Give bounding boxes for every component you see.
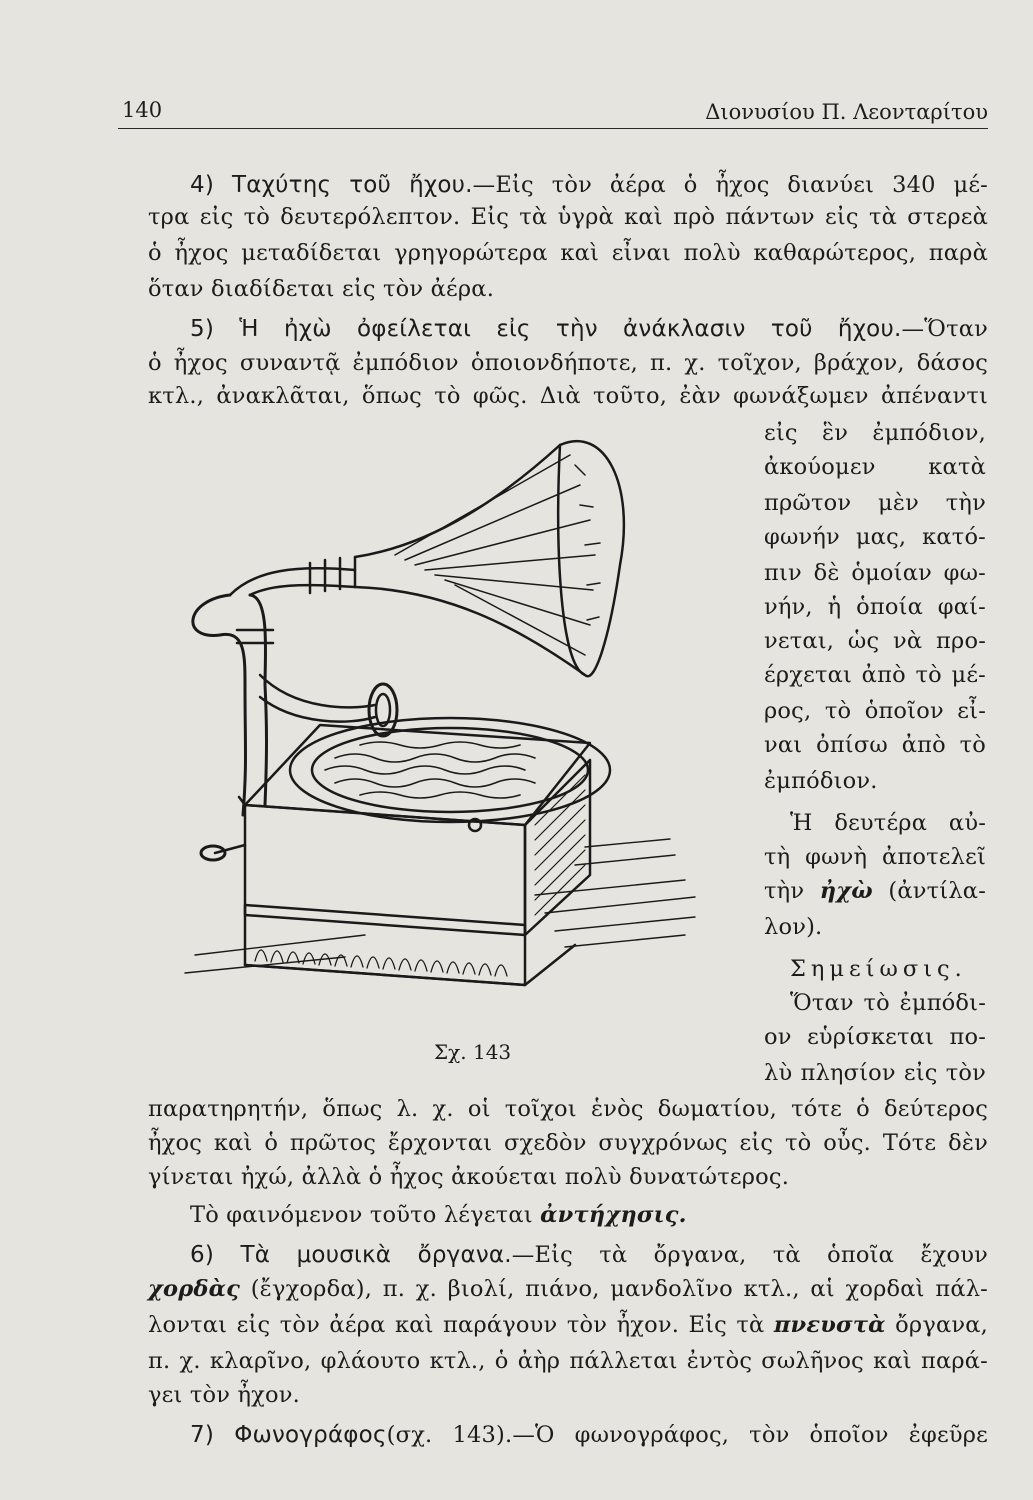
text-line: τρα εἰς τὸ δευτερόλεπτον. Εἰς τὰ ὑγρὰ καὶ πρὸ πάντων εἰς τὰ στερεὰ [148,204,988,230]
text-line: ὅταν διαδίδεται εἰς τὸν ἀέρα. [148,276,495,302]
page-number: 140 [122,98,163,122]
gramophone-illustration [175,425,735,1025]
section-heading: 4) Ταχύτης τοῦ ἤχου. [190,172,473,198]
section-heading: 7) Φωνογράφος [190,1422,387,1448]
text-line: γίνεται ἠχώ, ἀλλὰ ὁ ἦχος ἀκούεται πολὺ δυνατώτερος. [148,1164,790,1190]
text-line: Ὅταν τὸ ἐμπόδι- [790,990,986,1016]
text-line: Τὸ φαινόμενον τοῦτο λέγεται ἀντήχησις. [190,1202,687,1228]
text-line: εἰς ἓν ἐμπόδιον, [764,420,986,446]
text-line: Ἡ δευτέρα αὐ- [790,810,986,836]
section-heading: 5) Ἡ ἠχὼ ὀφείλεται εἰς τὴν ἀνάκλασιν τοῦ ἤχου. [190,316,902,342]
text-line: ἀκούομεν κατὰ [764,454,986,480]
text-line: π. χ. κλαρῖνο, φλάουτο κτλ., ὁ ἀὴρ πάλλεται ἐντὸς σωλῆνος καὶ παρά- [148,1348,988,1374]
text-line: παρατηρητήν, ὅπως λ. χ. οἱ τοῖχοι ἑνὸς δωματίου, τότε ὁ δεύτερος [148,1096,988,1122]
text-line: λον). [764,914,823,940]
text-line: έρχεται ἀπὸ τὸ μέ- [764,662,986,688]
text-line: λὺ πλησίον εἰς τὸν [764,1060,986,1086]
text-line: γει τὸν ἦχον. [148,1382,300,1408]
text-line: 4) Ταχύτης τοῦ ἤχου.—Εἰς τὸν ἀέρα ὁ ἦχος διανύει 340 μέ- [190,172,988,198]
text-line: χορδὰς (ἔγχορδα), π. χ. βιολί, πιάνο, μανδολῖνο κτλ., αἱ χορδαὶ πάλ- [148,1276,988,1302]
text-line: ρος, τὸ ὁποῖον εἶ- [764,698,986,724]
text-line: πιν δὲ ὁμοίαν φω- [764,560,986,586]
text-line: τὴ φωνὴ ἀποτελεῖ [764,844,986,870]
note-heading: Σημείωσις. [790,956,967,982]
text-line: ὁ ἦχος συναντᾷ ἐμπόδιον ὁποιονδήποτε, π. χ. τοῖχον, βράχον, δάσος [148,350,988,376]
text-line: κτλ., ἀνακλᾶται, ὅπως τὸ φῶς. Διὰ τοῦτο, ἐὰν φωνάξωμεν ἀπέναντι [148,383,988,409]
text-line: ὁ ἦχος μεταδίδεται γρηγορώτερα καὶ εἶναι πολὺ καθαρώτερος, παρὰ [148,240,988,266]
page-header [118,98,988,129]
figure-caption: Σχ. 143 [434,1040,512,1064]
text-line: φωνήν μας, κατό- [764,524,986,550]
section-heading: 6) Τὰ μουσικὰ ὄργανα. [190,1242,512,1268]
text-line: ον εὑρίσκεται πο- [764,1024,986,1050]
text-line: τὴν ἠχὼ (ἀντίλα- [764,878,986,904]
text-line: πρῶτον μὲν τὴν [764,490,986,516]
text-line: λονται εἰς τὸν ἀέρα καὶ παράγουν τὸν ἦχον. Εἰς τὰ πνευστὰ ὄργανα, [148,1312,988,1338]
text-line: νήν, ἡ ὁποία φαί- [764,594,986,620]
text-line: 5) Ἡ ἠχὼ ὀφείλεται εἰς τὴν ἀνάκλασιν τοῦ ἤχου.—Ὅταν [190,316,988,342]
text-line: ἦχος καὶ ὁ πρῶτος ἔρχονται σχεδὸν συγχρόνως εἰς τὸ οὖς. Τότε δὲν [148,1130,988,1156]
text-line: ναι ὀπίσω ἀπὸ τὸ [764,732,986,758]
text-line: 6) Τὰ μουσικὰ ὄργανα.—Εἰς τὰ ὄργανα, τὰ ὁποῖα ἔχουν [190,1242,988,1268]
text-line: νεται, ὡς νὰ προ- [764,628,986,654]
text-line: 7) Φωνογράφος(σχ. 143).—Ὁ φωνογράφος, τὸν ὁποῖον ἐφεῦρε [190,1422,988,1448]
text-line: ἐμπόδιον. [764,768,878,794]
running-title: Διονυσίου Π. Λεονταρίτου [705,100,988,124]
